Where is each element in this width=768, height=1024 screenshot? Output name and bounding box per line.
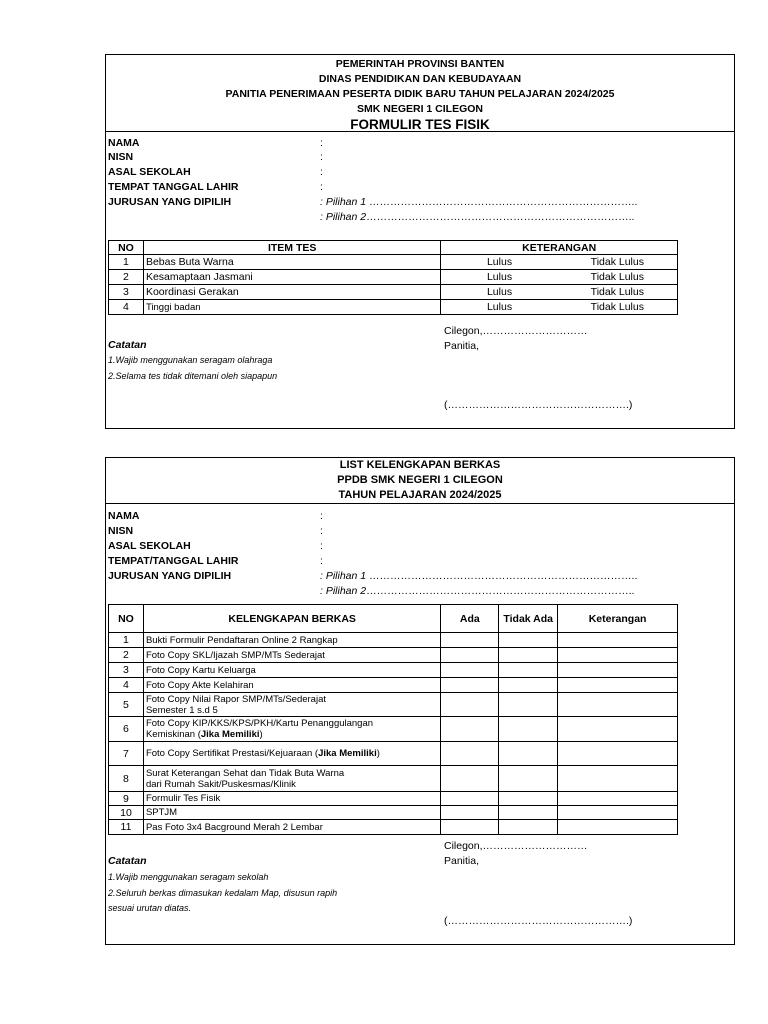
table-row [109,693,678,717]
field-label-nisn: NISN [108,525,134,537]
row-item: SPTJM [143,806,440,820]
field-label-jurusan: JURUSAN YANG DIPILIH [108,570,232,582]
row-no: 3 [109,663,144,678]
row-tidak-ada-cell [499,792,558,806]
field-label-ttl: TEMPAT/TANGGAL LAHIR [108,555,239,567]
table-row [109,648,678,663]
field-label-nama: NAMA [108,510,140,522]
row-no: 3 [109,285,144,300]
row-ada-cell [441,806,499,820]
col-no: NO [109,241,144,255]
row-item: Surat Keterangan Sehat dan Tidak Buta Warna dari Rumah Sakit/Puskesmas/Klinik [143,766,440,792]
row-item: Kesamaptaan Jasmani [143,270,440,285]
signature-line: (…………………………………………….) [444,915,633,927]
catatan-label: Catatan [108,855,147,867]
row-item: Pas Foto 3x4 Bacground Merah 2 Lembar [143,820,440,835]
row-tidak-ada-cell [499,678,558,693]
row-tidak-ada-cell [499,663,558,678]
row-ada-cell [441,792,499,806]
row-tidak-ada-cell [499,648,558,663]
row-no: 1 [109,633,144,648]
row-tidak-ada-cell [499,633,558,648]
note-item: 1.Wajib menggunakan seragam olahraga [108,355,273,365]
col-ada: Ada [441,605,499,633]
panitia-label: Panitia, [444,855,480,867]
row-no: 4 [109,678,144,693]
row-item: Foto Copy Kartu Keluarga [143,663,440,678]
header-line: PANITIA PENERIMAAN PESERTA DIDIK BARU TAHUN PELAJARAN 2024/2025 [225,88,615,100]
form1-header [106,55,734,132]
row-no: 1 [109,255,144,270]
pilihan-1: : Pilihan 1 ………………………………………………………………….. [320,196,638,208]
row-no: 4 [109,300,144,315]
field-label-ttl: TEMPAT TANGGAL LAHIR [108,181,239,193]
row-keterangan-cell [558,792,678,806]
form2-header [106,458,734,504]
form-title: FORMULIR TES FISIK [350,117,490,132]
field-colon: : [320,540,323,552]
table-row [109,300,678,315]
row-ada-cell [441,693,499,717]
row-tidak-ada-cell [499,693,558,717]
row-keterangan-cell [558,678,678,693]
row-ada-cell [441,633,499,648]
row-no: 7 [109,742,144,766]
row-item: Bebas Buta Warna [143,255,440,270]
row-lulus: Lulus [441,270,558,285]
field-label-nisn: NISN [108,151,134,163]
table-row [109,270,678,285]
note-item: sesuai urutan diatas. [108,903,192,913]
row-item: Tinggi badan [143,300,440,315]
row-tidak-ada-cell [499,806,558,820]
note-item: 2.Selama tes tidak ditemani oleh siapapun [108,371,278,381]
row-no: 2 [109,648,144,663]
row-keterangan-cell [558,648,678,663]
field-label-nama: NAMA [108,137,140,149]
pilihan-2: : Pilihan 2………………………………………………………………….. [320,211,635,223]
field-colon: : [320,555,323,567]
field-colon: : [320,525,323,537]
col-keterangan: KETERANGAN [441,241,678,255]
row-ada-cell [441,742,499,766]
table-row [109,633,678,648]
row-keterangan-cell [558,742,678,766]
table-row [109,820,678,835]
signature-line: (…………………………………………….) [444,399,633,411]
row-tidak-ada-cell [499,766,558,792]
table-row [109,742,678,766]
pilihan-2: : Pilihan 2………………………………………………………………….. [320,585,635,597]
table-row [109,792,678,806]
row-item: Foto Copy Sertifikat Prestasi/Kejuaraan (Jika Memiliki) [143,742,440,766]
note-item: 2.Seluruh berkas dimasukan kedalam Map, disusun rapih [108,888,338,898]
header-line: PPDB SMK NEGERI 1 CILEGON [337,474,503,486]
berkas-table [108,604,678,835]
col-no: NO [109,605,144,633]
field-label-asal-sekolah: ASAL SEKOLAH [108,166,191,178]
row-item: Koordinasi Gerakan [143,285,440,300]
row-tidak-ada-cell [499,820,558,835]
row-tidak-lulus: Tidak Lulus [558,255,678,270]
row-keterangan-cell [558,663,678,678]
row-no: 11 [109,820,144,835]
row-no: 8 [109,766,144,792]
field-colon: : [320,510,323,522]
table-row [109,663,678,678]
panitia-label: Panitia, [444,340,480,352]
row-ada-cell [441,766,499,792]
row-lulus: Lulus [441,285,558,300]
row-tidak-lulus: Tidak Lulus [558,285,678,300]
table-row [109,806,678,820]
cilegon-date: Cilegon,………………………… [444,840,588,852]
row-keterangan-cell [558,693,678,717]
row-ada-cell [441,717,499,742]
row-lulus: Lulus [441,255,558,270]
field-colon: : [320,137,323,149]
row-tidak-ada-cell [499,742,558,766]
header-line: LIST KELENGKAPAN BERKAS [339,459,501,471]
item-tes-table [108,240,678,315]
col-keterangan: Keterangan [558,605,678,633]
catatan-label: Catatan [108,339,147,351]
row-keterangan-cell [558,806,678,820]
row-item: Foto Copy SKL/Ijazah SMP/MTs Sederajat [143,648,440,663]
row-item: Foto Copy Nilai Rapor SMP/MTs/Sederajat Semester 1 s.d 5 [143,693,440,717]
row-no: 9 [109,792,144,806]
field-colon: : [320,166,323,178]
pilihan-1: : Pilihan 1 ………………………………………………………………….. [320,570,638,582]
row-lulus: Lulus [441,300,558,315]
header-line: PEMERINTAH PROVINSI BANTEN [335,58,505,70]
row-tidak-lulus: Tidak Lulus [558,270,678,285]
row-no: 5 [109,693,144,717]
row-ada-cell [441,648,499,663]
table-row [109,717,678,742]
row-no: 6 [109,717,144,742]
form-tes-fisik [105,54,735,429]
field-label-jurusan: JURUSAN YANG DIPILIH [108,196,232,208]
row-no: 2 [109,270,144,285]
row-keterangan-cell [558,766,678,792]
row-tidak-lulus: Tidak Lulus [558,300,678,315]
table-row [109,766,678,792]
field-colon: : [320,151,323,163]
row-ada-cell [441,663,499,678]
header-line: DINAS PENDIDIKAN DAN KEBUDAYAAN [318,73,522,85]
row-item: Foto Copy KIP/KKS/KPS/PKH/Kartu Penanggulangan Kemiskinan (Jika Memiliki) [143,717,440,742]
table-row [109,285,678,300]
row-ada-cell [441,678,499,693]
row-no: 10 [109,806,144,820]
row-keterangan-cell [558,717,678,742]
table-row [109,255,678,270]
row-keterangan-cell [558,820,678,835]
form-kelengkapan-berkas [105,457,735,945]
row-item: Foto Copy Akte Kelahiran [143,678,440,693]
table-row [109,678,678,693]
row-keterangan-cell [558,633,678,648]
header-line: TAHUN PELAJARAN 2024/2025 [338,489,502,501]
field-colon: : [320,181,323,193]
row-tidak-ada-cell [499,717,558,742]
row-ada-cell [441,820,499,835]
col-tidak-ada: Tidak Ada [499,605,558,633]
header-line: SMK NEGERI 1 CILEGON [356,103,483,115]
field-label-asal-sekolah: ASAL SEKOLAH [108,540,191,552]
cilegon-date: Cilegon,………………………… [444,325,588,337]
row-item: Formulir Tes Fisik [143,792,440,806]
row-item: Bukti Formulir Pendaftaran Online 2 Rangkap [143,633,440,648]
col-kelengkapan: KELENGKAPAN BERKAS [143,605,440,633]
note-item: 1.Wajib menggunakan seragam sekolah [108,872,269,882]
col-item-tes: ITEM TES [143,241,440,255]
